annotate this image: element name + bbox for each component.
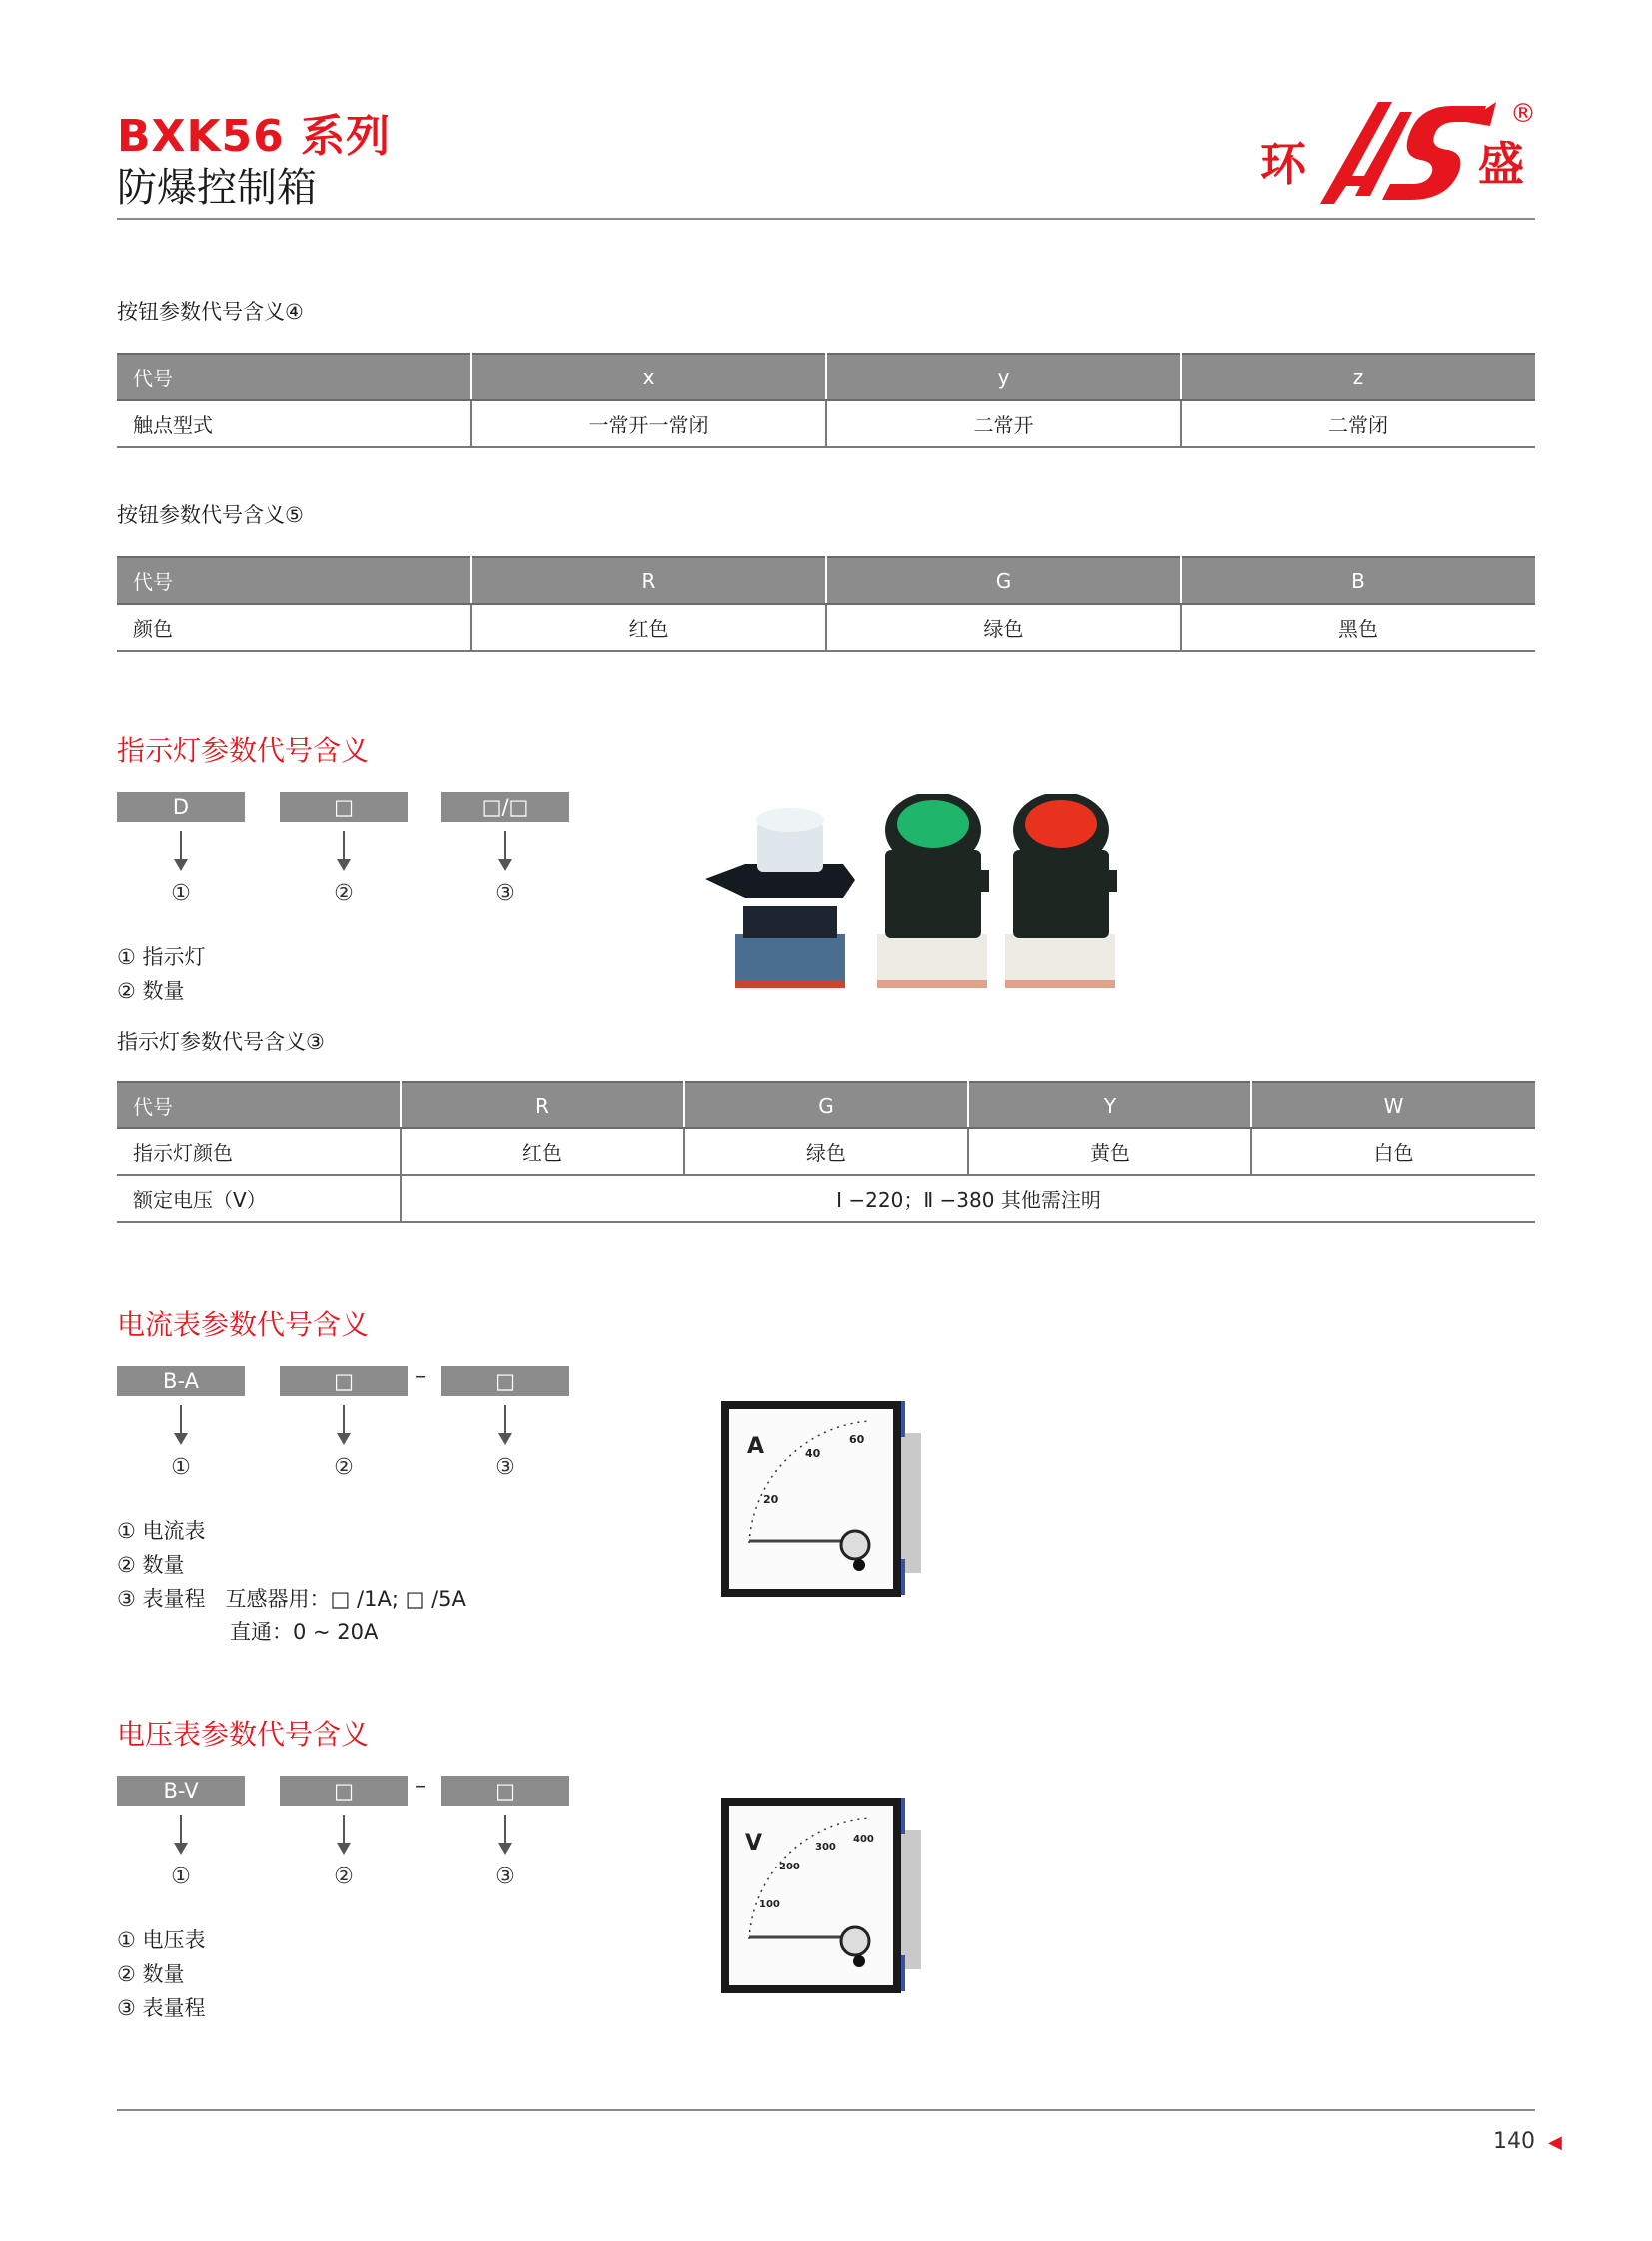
footer-rule	[117, 2109, 1535, 2111]
marker: ③	[495, 1865, 515, 1889]
header-cell: 代号	[117, 354, 471, 400]
indicator-code-box: □/□	[441, 792, 569, 822]
voltmeter-code-box: □	[441, 1776, 569, 1806]
table-cell: 颜色	[117, 604, 471, 651]
dial-tick: 300	[815, 1842, 836, 1853]
marker: ③	[495, 1455, 515, 1480]
header-cell: 代号	[117, 557, 471, 604]
table-row	[117, 1128, 1535, 1175]
ammeter-code-box: □	[280, 1366, 408, 1396]
ammeter-note: 直通：0 ~ 20A	[230, 1620, 379, 1644]
down-arrow-icon	[180, 1405, 182, 1443]
dial-unit: A	[747, 1434, 765, 1459]
ammeter-note: ① 电流表	[117, 1519, 206, 1543]
voltmeter-heading: 电压表参数代号含义	[117, 1718, 370, 1751]
table-cell: 二常闭	[1181, 400, 1535, 447]
table-cell: 红色	[401, 1128, 684, 1175]
table-cell: 红色	[471, 604, 826, 651]
dial-tick: 100	[759, 1899, 780, 1910]
ammeter-code-box: B-A	[117, 1366, 245, 1396]
brand-logo	[1260, 92, 1540, 210]
table-header-row	[117, 557, 1535, 604]
down-arrow-icon	[504, 831, 506, 869]
button-table5-caption: 按钮参数代号含义⑤	[117, 503, 304, 527]
indicator-table-caption: 指示灯参数代号含义③	[117, 1030, 325, 1054]
dial-tick: 40	[805, 1447, 821, 1460]
ammeter-code-box: □	[441, 1366, 569, 1396]
green-lamp-icon	[877, 794, 989, 988]
indicator-note: ② 数量	[117, 979, 185, 1003]
ammeter-note: ③ 表量程 互感器用：□ /1A; □ /5A	[117, 1587, 466, 1611]
button-table4	[117, 353, 1535, 448]
voltmeter-note: ③ 表量程	[117, 1996, 206, 2020]
hs-emblem-icon	[1320, 102, 1496, 204]
dial-tick: 200	[779, 1862, 800, 1872]
table-cell: 黑色	[1181, 604, 1535, 651]
triangle-left-icon: ◀	[1548, 2132, 1562, 2153]
table-cell: 绿色	[684, 1128, 968, 1175]
ammeter-photo	[719, 1393, 929, 1603]
table-cell: 黄色	[968, 1128, 1251, 1175]
marker: ②	[334, 1455, 354, 1480]
header-cell: G	[826, 557, 1181, 604]
voltmeter-code-box: B-V	[117, 1776, 245, 1806]
table-row	[117, 1175, 1535, 1222]
header-cell: x	[471, 354, 826, 400]
button-table4-caption: 按钮参数代号含义④	[117, 300, 304, 324]
red-lamp-icon	[1005, 794, 1117, 988]
down-arrow-icon	[504, 1405, 506, 1443]
down-arrow-icon	[180, 831, 182, 869]
logo-left-char: 环	[1260, 137, 1306, 191]
registered-mark: ®	[1510, 99, 1536, 129]
ammeter-heading: 电流表参数代号含义	[117, 1308, 370, 1341]
white-lamp-icon	[705, 808, 855, 988]
table-header-row	[117, 1082, 1535, 1128]
marker: ②	[334, 1865, 354, 1889]
table-cell: 绿色	[826, 604, 1181, 651]
header-cell: G	[684, 1082, 968, 1128]
page-number	[1493, 2129, 1562, 2154]
header-cell: y	[826, 354, 1181, 400]
table-cell: 白色	[1251, 1128, 1535, 1175]
down-arrow-icon	[343, 1405, 345, 1443]
voltmeter-note: ① 电压表	[117, 1928, 206, 1952]
header-cell: z	[1181, 354, 1535, 400]
voltmeter-note: ② 数量	[117, 1962, 185, 1986]
table-cell: 二常开	[826, 400, 1181, 447]
dial-unit: V	[745, 1831, 763, 1856]
table-header-row	[117, 354, 1535, 400]
ammeter-note: ② 数量	[117, 1553, 185, 1577]
header-cell: B	[1181, 557, 1535, 604]
dial-tick: 60	[849, 1433, 865, 1446]
table-cell: Ⅰ −220；Ⅱ −380 其他需注明	[401, 1175, 1535, 1222]
table-cell: 一常开一常闭	[471, 400, 826, 447]
header-rule	[117, 218, 1535, 220]
button-table5	[117, 556, 1535, 652]
table-cell: 额定电压（V）	[117, 1175, 401, 1222]
marker: ①	[171, 881, 191, 906]
header-cell: R	[471, 557, 826, 604]
marker: ②	[334, 881, 354, 906]
indicator-lamps-photo	[705, 794, 1125, 994]
marker: ③	[495, 881, 515, 906]
dial-tick: 20	[763, 1493, 779, 1506]
header-cell: R	[401, 1082, 684, 1128]
code-separator: –	[415, 1774, 426, 1799]
indicator-code-box: □	[280, 792, 408, 822]
indicator-code-box: D	[117, 792, 245, 822]
code-separator: –	[415, 1364, 426, 1389]
down-arrow-icon	[343, 1815, 345, 1853]
voltmeter-photo	[719, 1790, 929, 1999]
table-cell: 触点型式	[117, 400, 471, 447]
down-arrow-icon	[343, 831, 345, 869]
logo-right-char: 盛	[1478, 137, 1524, 191]
indicator-heading: 指示灯参数代号含义	[117, 734, 370, 767]
page-number-text: 140	[1493, 2129, 1535, 2154]
series-title: BXK56 系列	[117, 111, 392, 162]
page-title: 防爆控制箱	[117, 165, 317, 211]
voltmeter-code-box: □	[280, 1776, 408, 1806]
table-cell: 指示灯颜色	[117, 1128, 401, 1175]
dial-tick: 400	[853, 1834, 874, 1845]
marker: ①	[171, 1455, 191, 1480]
down-arrow-icon	[504, 1815, 506, 1853]
down-arrow-icon	[180, 1815, 182, 1853]
indicator-table	[117, 1081, 1535, 1223]
table-row	[117, 604, 1535, 651]
header-cell: Y	[968, 1082, 1251, 1128]
table-row	[117, 400, 1535, 447]
marker: ①	[171, 1865, 191, 1889]
indicator-note: ① 指示灯	[117, 945, 206, 969]
header-cell: 代号	[117, 1082, 401, 1128]
header-cell: W	[1251, 1082, 1535, 1128]
